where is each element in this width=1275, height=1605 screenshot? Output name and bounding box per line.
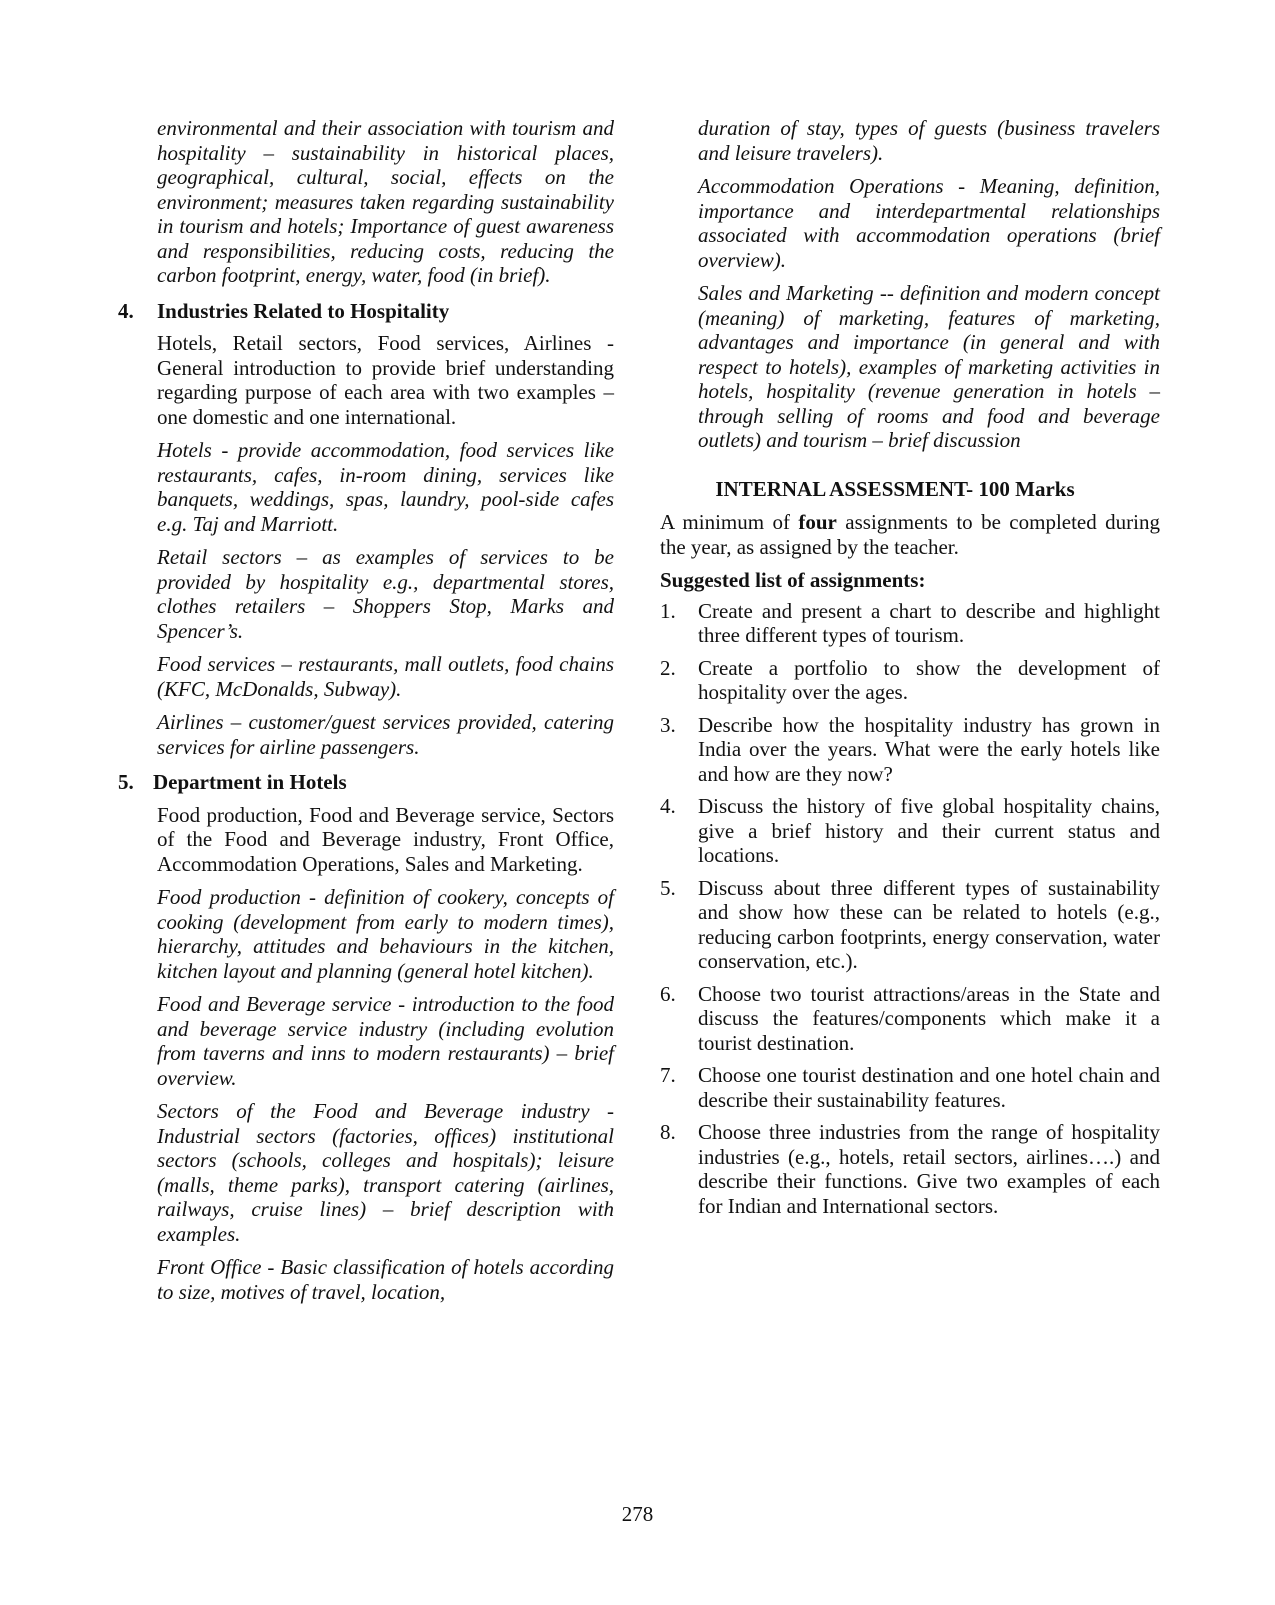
fb-service-paragraph: Food and Beverage service - introduction to the food and beverage service industry (including evolution from taverns and inns to modern restaurants) – brief overview.	[157, 992, 614, 1090]
assignment-number: 1.	[660, 598, 676, 623]
assignment-item	[660, 794, 1160, 868]
front-office-paragraph: Front Office - Basic classification of hotels according to size, motives of travel, location,	[157, 1255, 614, 1304]
assignment-text: Choose two tourist attractions/areas in the State and discuss the features/components which make it a tourist destination.	[698, 981, 1160, 1055]
left-column	[118, 116, 614, 1313]
right-column	[660, 116, 1160, 1226]
retail-paragraph: Retail sectors – as examples of services to be provided by hospitality e.g., departmental stores, clothes retailers – Shoppers Stop, Marks and Spencer’s.	[157, 545, 614, 643]
food-services-paragraph: Food services – restaurants, mall outlets, food chains (KFC, McDonalds, Subway).	[157, 652, 614, 701]
assignment-item	[660, 713, 1160, 787]
accommodation-paragraph: Accommodation Operations - Meaning, definition, importance and interdepartmental relationships associated with accommodation operations (brief overview).	[698, 174, 1160, 272]
sales-marketing-paragraph: Sales and Marketing -- definition and modern concept (meaning) of marketing, features of marketing, advantages and importance (in general and with respect to hotels), examples of marketing activities in hotels, hospitality (revenue generation in hotels – through selling of rooms and food and beverage outlets) and tourism – brief discussion	[698, 281, 1160, 452]
assignment-text: Choose three industries from the range of hospitality industries (e.g., hotels, retail sectors, airlines….) and describe their functions. Give two examples of each for Indian and International sectors.	[698, 1120, 1160, 1218]
assignment-text: Choose one tourist destination and one hotel chain and describe their sustainability features.	[698, 1063, 1160, 1112]
assignment-number: 4.	[660, 794, 676, 818]
section-4-number: 4.	[118, 298, 134, 323]
section-5-heading	[118, 770, 614, 795]
airlines-paragraph: Airlines – customer/guest services provided, catering services for airline passengers.	[157, 710, 614, 759]
assignment-text: Describe how the hospitality industry has grown in India over the years. What were the early hotels like and how are they now?	[698, 712, 1160, 786]
assignment-item	[660, 1120, 1160, 1218]
assignment-number: 3.	[660, 712, 676, 737]
section-5-title: Department in Hotels	[153, 770, 347, 794]
fb-sectors-paragraph: Sectors of the Food and Beverage industry - Industrial sectors (factories, offices) institutional sectors (schools, colleges and hospitals); leisure (malls, theme parks), transport catering (airlines, railways, cruise lines) – brief description with examples.	[157, 1099, 614, 1246]
assignment-item	[660, 1063, 1160, 1112]
suggested-list-heading: Suggested list of assignments:	[660, 568, 926, 592]
minimum-pre: A minimum of	[660, 510, 799, 534]
page-number: 278	[621, 1502, 654, 1526]
assignment-number: 5.	[660, 875, 676, 900]
assignment-text: Discuss about three different types of sustainability and show how these can be related to hotels (e.g., reducing carbon footprints, energy conservation, water conservation, etc.).	[698, 875, 1160, 973]
food-production-paragraph: Food production - definition of cookery, concepts of cooking (development from early to modern times), hierarchy, attitudes and behaviours in the kitchen, kitchen layout and planning (general hotel kitchen).	[157, 885, 614, 983]
assignment-item	[660, 656, 1160, 705]
assignment-item	[660, 876, 1160, 974]
assignment-number: 2.	[660, 655, 676, 680]
minimum-assignments-text	[660, 510, 1160, 559]
assignment-item	[660, 599, 1160, 648]
section-4-title: Industries Related to Hospitality	[157, 298, 450, 323]
internal-assessment-title: INTERNAL ASSESSMENT- 100 Marks	[715, 476, 1075, 501]
section-4-intro: Hotels, Retail sectors, Food services, Airlines - General introduction to provide brief understanding regarding purpose of each area with two examples – one domestic and one international.	[157, 331, 614, 429]
minimum-count: four	[798, 510, 837, 534]
intro-paragraph: environmental and their association with tourism and hospitality – sustainability in historical places, geographical, cultural, social, effects on the environment; measures taken regarding sustainability in tourism and hotels; Importance of guest awareness and responsibilities, reducing costs, reducing the carbon footprint, energy, water, food (in brief).	[157, 116, 614, 287]
assignment-text: Create and present a chart to describe and highlight three different types of tourism.	[698, 598, 1160, 647]
front-office-continued: duration of stay, types of guests (business travelers and leisure travelers).	[698, 116, 1160, 165]
section-5-number: 5.	[118, 770, 134, 794]
assignment-number: 8.	[660, 1120, 676, 1144]
assignment-list	[660, 599, 1160, 1219]
hotels-paragraph: Hotels - provide accommodation, food services like restaurants, cafes, in-room dining, services like banquets, weddings, spas, laundry, pool-side cafes e.g. Taj and Marriott.	[157, 438, 614, 536]
section-5-intro: Food production, Food and Beverage service, Sectors of the Food and Beverage industry, Front Office, Accommodation Operations, Sales and Marketing.	[157, 802, 614, 876]
minimum-post: assignments to be completed during the year, as assigned by the teacher.	[660, 510, 1160, 559]
assignment-text: Create a portfolio to show the development of hospitality over the ages.	[698, 655, 1160, 704]
assignment-item	[660, 982, 1160, 1056]
section-4-heading	[118, 299, 614, 324]
assignment-number: 7.	[660, 1063, 676, 1087]
assignment-number: 6.	[660, 981, 676, 1006]
assignment-text: Discuss the history of five global hospitality chains, give a brief history and their current status and locations.	[698, 794, 1160, 867]
